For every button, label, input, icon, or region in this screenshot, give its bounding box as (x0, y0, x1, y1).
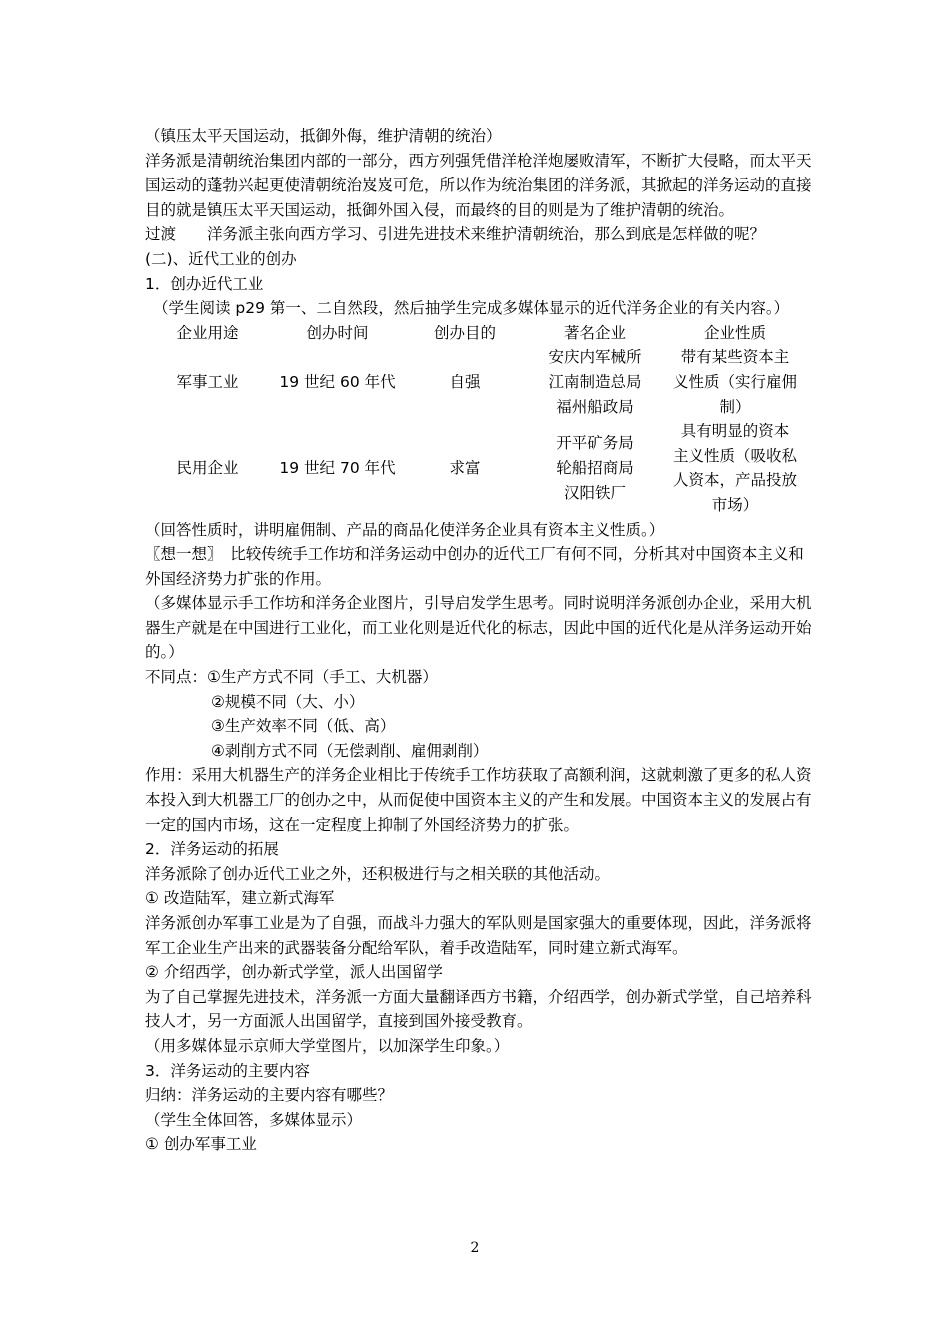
company-name: 开平矿务局 (556, 434, 634, 453)
table-cell: 求富 (449, 459, 481, 478)
company-name: 江南制造总局 (548, 372, 642, 391)
nature-line: 具有明显的资本 (680, 422, 790, 441)
table-row (145, 345, 805, 419)
company-name: 轮船招商局 (556, 459, 634, 478)
table-header: 企业用途 (176, 323, 239, 342)
table-cell (665, 419, 805, 517)
paragraph: 归纳：洋务运动的主要内容有哪些？ (145, 1086, 394, 1105)
paragraph: 过渡 洋务派主张向西方学习、引进先进技术来维护清朝统治，那么到底是怎样做的呢？ (145, 225, 766, 244)
list-item: ① 创办军事工业 (145, 1135, 257, 1154)
list-item: ① 改造陆军，建立新式海军 (145, 889, 335, 908)
list-item: ④剥削方式不同（无偿剥削、雇佣剥削） (211, 741, 489, 760)
company-name: 福州船政局 (556, 397, 634, 416)
nature-line: 带有某些资本主 (680, 348, 790, 367)
table-cell: 自强 (449, 372, 481, 391)
enterprise-table (145, 321, 805, 518)
subsection-heading: 3．洋务运动的主要内容 (145, 1061, 310, 1080)
table-cell: 19 世纪 70 年代 (279, 459, 396, 478)
table-header: 著名企业 (563, 323, 626, 342)
table-cell (525, 345, 665, 419)
table-cell (665, 345, 805, 419)
paragraph: 洋务派创办军事工业是为了自强，而战斗力强大的军队则是国家强大的重要体现，因此，洋务派将军工企业生产出来的武器装备分配给军队，着手改造陆军，同时建立新式海军。 (145, 914, 812, 957)
paragraph: 〖想一想〗 比较传统手工作坊和洋务运动中创办的近代工厂有何不同，分析其对中国资本主义和外国经济势力扩张的作用。 (145, 545, 804, 588)
paragraph: （镇压太平天国运动，抵御外侮，维护清朝的统治） (145, 127, 502, 145)
table-row (145, 419, 805, 517)
paragraph: 作用：采用大机器生产的洋务企业相比于传统手工作坊获取了高额利润，这就刺激了更多的私人资本投入到大机器工厂的创办之中，从而促使中国资本主义的产生和发展。中国资本主义的发展占有一定的国内市场，这在一定程度上抑制了外国经济势力的扩张。 (145, 766, 812, 834)
subsection-heading: 2．洋务运动的拓展 (145, 840, 279, 859)
paragraph: 洋务派除了创办近代工业之外，还积极进行与之相关联的其他活动。 (145, 864, 611, 883)
page-number: 2 (470, 1240, 480, 1256)
nature-line: 制） (719, 397, 751, 416)
paragraph: （多媒体显示手工作坊和洋务企业图片，引导启发学生思考。同时说明洋务派创办企业，采用大机器生产就是在中国进行工业化，而工业化则是近代化的标志，因此中国的近代化是从洋务运动开始的。） (145, 594, 812, 662)
paragraph: （用多媒体显示京师大学堂图片，以加深学生印象。） (145, 1036, 510, 1055)
company-name: 汉阳铁厂 (563, 483, 626, 502)
nature-line: 市场） (711, 495, 759, 514)
list-item: ②规模不同（大、小） (211, 692, 365, 711)
paragraph: （学生全体回答，多媒体显示） (145, 1110, 363, 1129)
paragraph: （回答性质时，讲明雇佣制、产品的商品化使洋务企业具有资本主义性质。） (145, 520, 665, 539)
paragraph: （学生阅读 p29 第一、二自然段，然后抽学生完成多媒体显示的近代洋务企业的有关内容。） (153, 299, 790, 318)
table-header: 创办目的 (433, 323, 496, 342)
table-header: 企业性质 (703, 323, 766, 342)
company-name: 安庆内军械所 (548, 348, 642, 367)
table-cell (525, 419, 665, 517)
nature-line: 人资本，产品投放 (672, 471, 797, 490)
table-header: 创办时间 (306, 323, 369, 342)
section-heading: (二)、近代工业的创办 (145, 249, 297, 268)
paragraph: 为了自己掌握先进技术，洋务派一方面大量翻译西方书籍，介绍西学，创办新式学堂，自己培养科技人才，另一方面派人出国留学，直接到国外接受教育。 (145, 987, 812, 1031)
table-cell: 19 世纪 60 年代 (279, 372, 396, 391)
paragraph: 不同点：①生产方式不同（手工、大机器） (145, 668, 438, 687)
nature-line: 义性质（实行雇佣 (672, 372, 797, 391)
subsection-heading: 1．创办近代工业 (145, 274, 264, 293)
table-cell: 军事工业 (176, 372, 239, 391)
list-item: ③生产效率不同（低、高） (211, 717, 396, 736)
document-body (145, 124, 813, 1157)
table-cell: 民用企业 (176, 459, 239, 478)
table-header-row (145, 321, 805, 346)
nature-line: 主义性质（吸收私 (672, 446, 797, 465)
paragraph: 洋务派是清朝统治集团内部的一部分，西方列强凭借洋枪洋炮屡败清军，不断扩大侵略，而太平天国运动的蓬勃兴起更使清朝统治岌岌可危，所以作为统治集团的洋务派，其掀起的洋务运动的直接目的就是镇压太平天国运动，抵御外国入侵，而最终的目的则是为了维护清朝的统治。 (145, 151, 812, 219)
list-item: ② 介绍西学，创办新式学堂，派人出国留学 (145, 963, 443, 982)
